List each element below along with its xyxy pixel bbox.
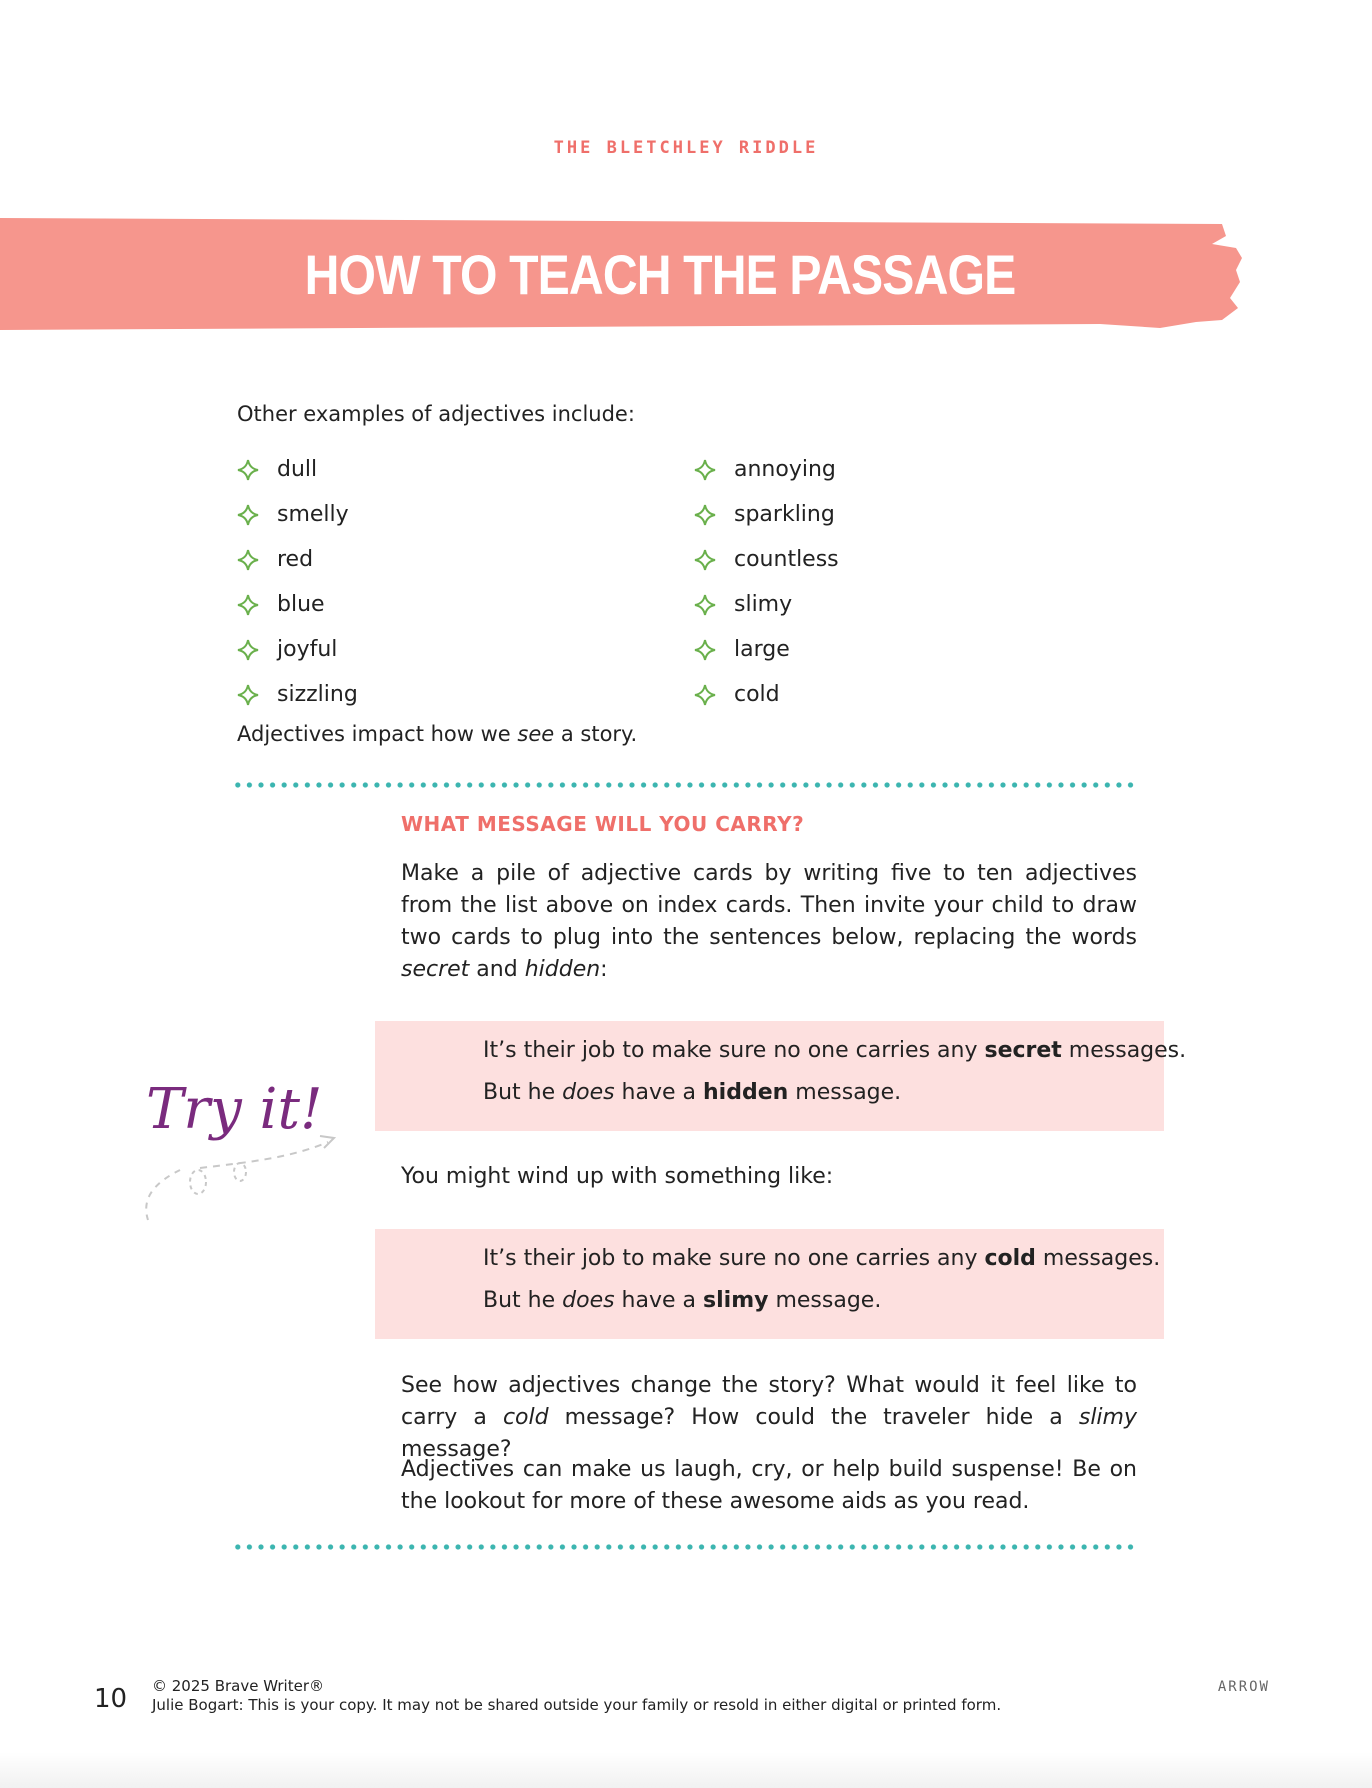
four-point-star-icon [237,594,259,616]
adjective: sparkling [734,502,835,527]
adjective: dull [277,457,318,482]
text-segment: and [469,957,525,982]
emphasis: slimy [1078,1405,1137,1430]
example-sentence [483,1246,1160,1271]
try-it-label: Try it! [146,1077,323,1142]
four-point-star-icon [694,594,716,616]
adjective-column-left [237,447,358,717]
try-it-graphic [140,1070,350,1230]
text-segment: : [600,957,608,982]
emphasis: cold [502,1405,549,1430]
brand-label: ARROW [1217,1679,1270,1695]
book-title: THE BLETCHLEY RIDDLE [553,138,819,158]
list-item [237,492,358,537]
page-bottom-shade [0,1752,1372,1788]
list-item [694,672,839,717]
text-segment: See how adjectives change the story? What would it feel like to carry a [401,1373,1137,1430]
four-point-star-icon [694,504,716,526]
adjective: slimy [734,592,793,617]
reflection-questions [401,1370,1137,1466]
closing-text: Adjectives can make us laugh, cry, or help build suspense! Be on the lookout for more of these awesome aids as you read. [401,1457,1137,1514]
four-point-star-icon [237,684,259,706]
text-segment: message. [768,1288,882,1313]
four-point-star-icon [694,684,716,706]
text-segment: message. [788,1080,902,1105]
activity-instructions [401,858,1137,986]
adjective: large [734,637,790,662]
example-box-template [375,1021,1187,1131]
list-item [694,447,839,492]
activity-heading: WHAT MESSAGE WILL YOU CARRY? [401,812,805,836]
adjective-list [237,447,1137,717]
four-point-star-icon [237,504,259,526]
text-segment: message? [401,1437,512,1462]
adjective: sizzling [277,682,358,707]
dotted-divider [232,1543,1138,1551]
dotted-divider [232,781,1138,789]
text-segment: Adjectives impact how we [237,722,518,746]
summary-sentence [237,718,1137,750]
highlighted-word: secret [984,1038,1062,1063]
adjective: smelly [277,502,349,527]
text-segment: Make a pile of adjective cards by writing five to ten adjectives from the list above on index cards. Then invite your child to draw two cards to plug into the sentences below, replacing the words [401,861,1137,950]
page-number: 10 [94,1684,128,1714]
emphasis: see [517,722,555,746]
list-item [237,582,358,627]
four-point-star-icon [694,549,716,571]
example-sentence [483,1038,1186,1063]
text-segment: messages. [1061,1038,1187,1063]
emphasis: hidden [524,957,601,982]
adjective: annoying [734,457,836,482]
copyright-line: © 2025 Brave Writer® [152,1677,325,1695]
emphasis: does [562,1080,615,1105]
text-segment: messages. [1035,1246,1161,1271]
list-item [694,492,839,537]
text-segment: have a [614,1288,704,1313]
four-point-star-icon [237,639,259,661]
list-item [237,627,358,672]
list-item [694,537,839,582]
four-point-star-icon [237,549,259,571]
four-point-star-icon [694,639,716,661]
example-sentence [483,1080,901,1105]
highlighted-word: slimy [703,1288,769,1313]
text-segment: But he [483,1080,563,1105]
adjective: joyful [277,637,338,662]
list-item [237,672,358,717]
text-segment: a story. [554,722,638,746]
emphasis: secret [401,957,470,982]
highlighted-word: cold [984,1246,1036,1271]
four-point-star-icon [237,459,259,481]
adjective: cold [734,682,780,707]
adjective: countless [734,547,839,572]
section-title: HOW TO TEACH THE PASSAGE [304,243,1016,306]
four-point-star-icon [694,459,716,481]
highlighted-word: hidden [703,1080,789,1105]
footer-copyright [152,1677,1001,1715]
text-segment: message? How could the traveler hide a [548,1405,1079,1430]
adjective: blue [277,592,325,617]
transition-text: You might wind up with something like: [401,1164,834,1189]
adjective-column-right [694,447,839,717]
example-sentence [483,1288,881,1313]
text-segment: It’s their job to make sure no one carries any [483,1038,985,1063]
list-item [694,627,839,672]
text-segment: It’s their job to make sure no one carries any [483,1246,985,1271]
license-line: Julie Bogart: This is your copy. It may not be shared outside your family or resold in either digital or printed form. [152,1696,1002,1714]
list-item [694,582,839,627]
emphasis: does [562,1288,615,1313]
text-segment: have a [614,1080,704,1105]
text-segment: But he [483,1288,563,1313]
example-box-result [375,1229,1164,1339]
list-item [237,447,358,492]
intro-text: Other examples of adjectives include: [237,402,635,426]
list-item [237,537,358,582]
adjective: red [277,547,314,572]
